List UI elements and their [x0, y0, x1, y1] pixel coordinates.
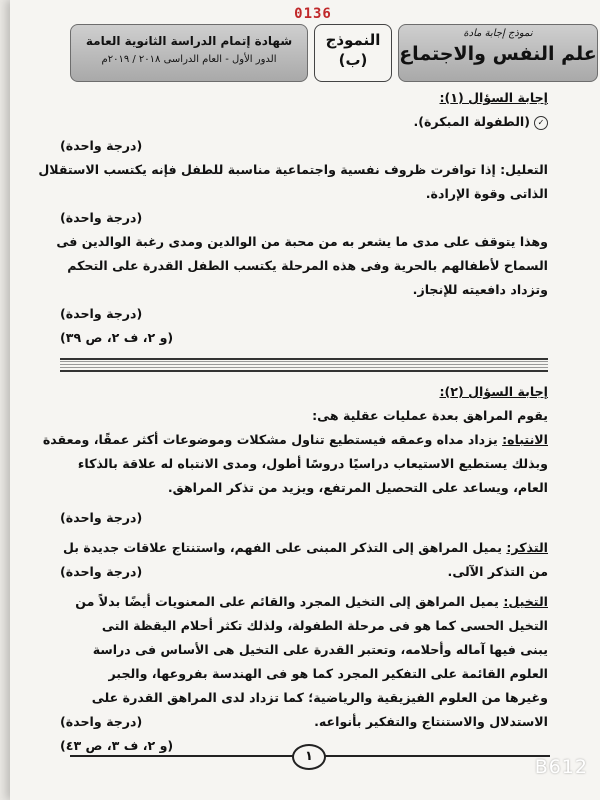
- model-code: (ب): [338, 51, 368, 69]
- q1-grade-2: (درجة واحدة): [60, 210, 143, 225]
- memory-text-1: يميل المراهق إلى التذكر المبنى على الفهم، واستنتاج علاقات جديدة بل: [63, 540, 502, 555]
- section-divider: [60, 358, 548, 372]
- watermark: B612: [534, 756, 588, 778]
- q1-heading: إجابة السؤال (١):: [439, 90, 548, 105]
- q2-imagination-4: العلوم القائمة على التفكير المجرد كما هو فى الهندسة بفروعها، والجبر: [108, 666, 548, 681]
- q1-reference: (و ٢، ف ٢، ص ٣٩): [60, 330, 174, 345]
- q1-reason-2: الذاتى وقوة الإرادة.: [425, 186, 548, 201]
- q1-reason-3: وهذا يتوقف على مدى ما يشعر به من محبة من الوالدين ومدى رغبة الوالدين فى: [56, 234, 548, 249]
- q2-attention-2: وبذلك يستطيع الاستيعاب دراسيًا دروسًا أطول، ومدى الانتباه له علاقة بالذكاء: [77, 456, 548, 471]
- q1-reason-5: وتزداد دافعيته للإنجاز.: [412, 282, 548, 297]
- memory-term: التذكر:: [506, 540, 548, 555]
- imagination-text-1: يميل المراهق إلى التخيل المجرد والقائم على المعنويات أيضًا بدلاً من: [75, 594, 499, 609]
- q2-grade-2: (درجة واحدة): [60, 564, 143, 579]
- answer-sheet-page: [10, 0, 600, 800]
- q1-grade-3: (درجة واحدة): [60, 306, 143, 321]
- q1-topic-text: (الطفولة المبكرة).: [413, 114, 530, 129]
- q2-imagination-6: [60, 710, 548, 734]
- q1-reason-1: التعليل: إذا توافرت ظروف نفسية واجتماعية مناسبة للطفل فإنه يكتسب الاستقلال: [38, 162, 548, 177]
- model-label: النموذج: [325, 31, 381, 49]
- q2-grade-3: (درجة واحدة): [60, 714, 143, 729]
- memory-text-2: من التذكر الآلى.: [447, 564, 548, 579]
- q2-memory-2: [60, 560, 548, 584]
- q2-imagination-5: وغيرها من العلوم الفيزيقية والرياضية؛ كما تزداد لدى المراهق القدرة على: [91, 690, 548, 705]
- q1-grade-1: (درجة واحدة): [60, 138, 143, 153]
- q2-memory-1: [60, 536, 548, 560]
- q2-intro: يقوم المراهق بعدة عمليات عقلية هى:: [312, 408, 548, 423]
- attention-text-1: يزداد مداه وعمقه فيستطيع تناول مشكلات وموضوعات أكثر عمقًا، ومعقدة: [42, 432, 498, 447]
- subject-box: [398, 24, 598, 82]
- q2-attention-3: العام، ويساعد على التحصيل المرتفع، ويزيد من تذكر المراهق.: [167, 480, 548, 495]
- subject-caption: نموذج إجابة مادة: [463, 28, 533, 39]
- q2-grade-1: (درجة واحدة): [60, 510, 143, 525]
- q2-imagination-3: يبنى فيها آماله وأحلامه، وتعتبر القدرة على التخيل هى الأساس فى دراسة: [92, 642, 548, 657]
- page-footer: [70, 744, 550, 768]
- exam-session: الدور الأول - العام الدراسى ٢٠١٨ / ٢٠١٩م: [101, 54, 277, 65]
- answer-content: [38, 86, 548, 758]
- imagination-text-6: الاستدلال والاستنتاج والتفكير بأنواعه.: [314, 714, 548, 729]
- header: [72, 24, 598, 82]
- q1-topic: [413, 110, 548, 134]
- attention-term: الانتباه:: [502, 432, 548, 447]
- exam-title: شهادة إتمام الدراسة الثانوية العامة: [85, 34, 293, 48]
- page-number: ١: [292, 744, 326, 770]
- q1-topic-line: [60, 110, 548, 134]
- q1-reason-4: السماح لأطفالهم بالحرية وفى هذه المرحلة يكتسب الطفل القدرة على التحكم: [67, 258, 548, 273]
- subject-title: علم النفس والاجتماع: [399, 43, 597, 65]
- q2-attention-1: [42, 428, 548, 452]
- model-box: [314, 24, 392, 82]
- check-icon: ✓: [534, 116, 548, 130]
- serial-number: 0136: [294, 6, 332, 22]
- q2-reference: (و ٢، ف ٣، ص ٤٣): [60, 738, 174, 753]
- q2-imagination-2: التخيل الحسى كما هو فى مرحلة الطفولة، ولذلك تكثر أحلام اليقظة التى: [101, 618, 548, 633]
- exam-box: [70, 24, 308, 82]
- imagination-term: التخيل:: [503, 594, 548, 609]
- q2-heading: إجابة السؤال (٢):: [439, 384, 548, 399]
- q2-imagination-1: [60, 590, 548, 614]
